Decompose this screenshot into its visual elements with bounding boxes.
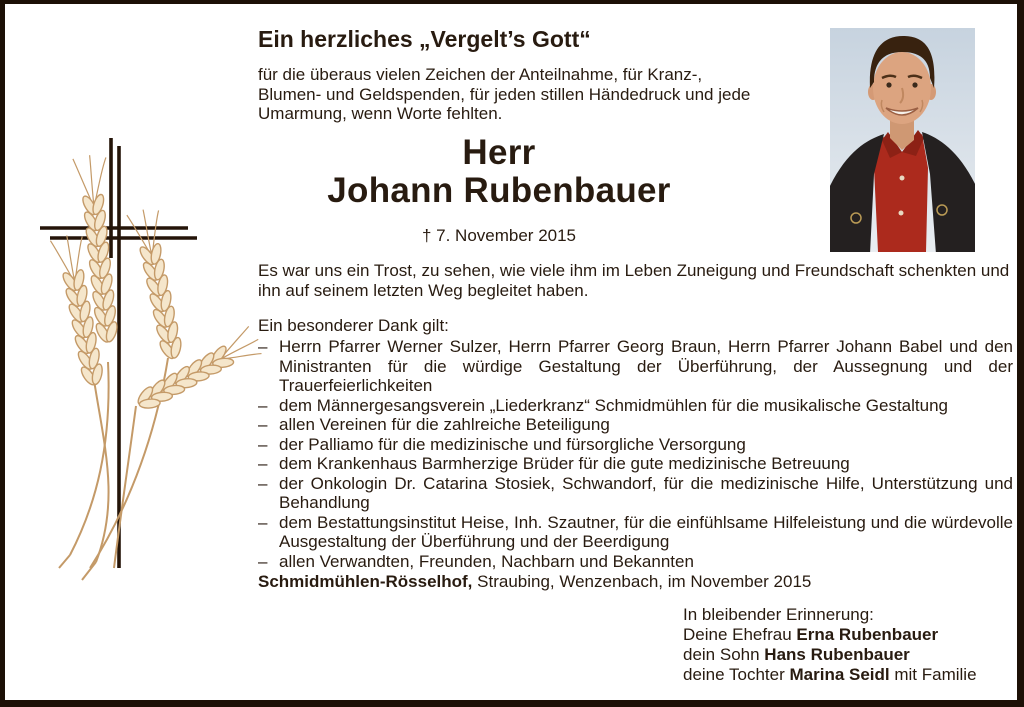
dash: – (258, 473, 268, 493)
dash: – (258, 434, 268, 454)
deceased-name: Johann Rubenbauer (327, 171, 671, 210)
cross-and-wheat-icon (32, 130, 247, 575)
thanks-heading: Ein besonderer Dank gilt: (258, 316, 449, 335)
dash: – (258, 551, 268, 571)
thanks-item-text: der Palliamo für die medizinische und fürsorgliche Versorgung (279, 434, 746, 454)
thanks-item-text: allen Verwandten, Freunden, Nachbarn und Bekannten (279, 551, 694, 571)
thanks-item-text: allen Vereinen für die zahlreiche Beteiligung (279, 415, 610, 434)
thanks-item-text: dem Männergesangsverein „Liederkranz“ Schmidmühlen für die musikalische Gestaltung (279, 395, 948, 415)
thanks-item (258, 474, 1013, 513)
thanks-item-text: Herrn Pfarrer Werner Sulzer, Herrn Pfarrer Georg Braun, Herrn Pfarrer Johann Babel und den Ministranten für die würdige Gestaltung der Überführung, der Aussegnung und der Trauerfeierlichkeiten (279, 337, 1013, 395)
remembrance-block (683, 605, 977, 685)
thanks-item-text: dem Bestattungsinstitut Heise, Inh. Szautner, für die einfühlsame Hilfeleistung und die würdevolle Ausgestaltung der Überführung und der Beerdigung (279, 512, 1013, 551)
relation-label: dein Sohn (683, 645, 765, 664)
deceased-block (258, 134, 740, 246)
portrait-photo (830, 28, 975, 252)
intro-text: für die überaus vielen Zeichen der Anteilnahme, für Kranz-, Blumen- und Geldspenden, für jeden stillen Händedruck und jede Umarmung, wenn Worte fehlten. (258, 65, 751, 123)
relative-name: Marina Seidl (789, 665, 890, 684)
remembrance-heading: In bleibender Erinnerung: (683, 605, 874, 624)
thanks-item (258, 435, 1013, 455)
death-date: † 7. November 2015 (421, 226, 577, 245)
card-title: Ein herzliches „Vergelt’s Gott“ (258, 26, 591, 52)
thanks-list (258, 337, 1013, 571)
dash: – (258, 415, 268, 434)
thanks-item-text: der Onkologin Dr. Catarina Stosiek, Schwandorf, für die medizinische Hilfe, Unterstützung und Behandlung (279, 473, 1013, 512)
thanks-item (258, 415, 1013, 435)
dash: – (258, 512, 268, 532)
dash: – (258, 337, 268, 356)
salutation: Herr (462, 133, 536, 172)
relation-label: deine Tochter (683, 665, 790, 684)
thanks-item (258, 337, 1013, 396)
places-date-line (258, 572, 811, 592)
relation-suffix: mit Familie (889, 665, 977, 684)
thanks-item-text: dem Krankenhaus Barmherzige Brüder für die gute medizinische Betreuung (279, 454, 850, 473)
remembrance-line (683, 645, 977, 665)
places-rest: Straubing, Wenzenbach, im November 2015 (472, 572, 812, 591)
places-bold: Schmidmühlen-Rösselhof, (258, 572, 473, 591)
relative-name: Erna Rubenbauer (796, 625, 939, 644)
thanks-item (258, 552, 1013, 572)
thanks-item (258, 513, 1013, 552)
remembrance-line (683, 625, 977, 645)
relative-name: Hans Rubenbauer (764, 645, 910, 664)
dash: – (258, 454, 268, 473)
relation-label: Deine Ehefrau (683, 625, 797, 644)
dash: – (258, 395, 268, 415)
remembrance-line (683, 665, 977, 685)
consolation-text: Es war uns ein Trost, zu sehen, wie viele ihm im Leben Zuneigung und Freundschaft schenkten und ihn auf seinem letzten Weg begleitet haben. (258, 261, 1010, 300)
thanks-item (258, 454, 1013, 474)
thanks-item (258, 396, 1013, 416)
